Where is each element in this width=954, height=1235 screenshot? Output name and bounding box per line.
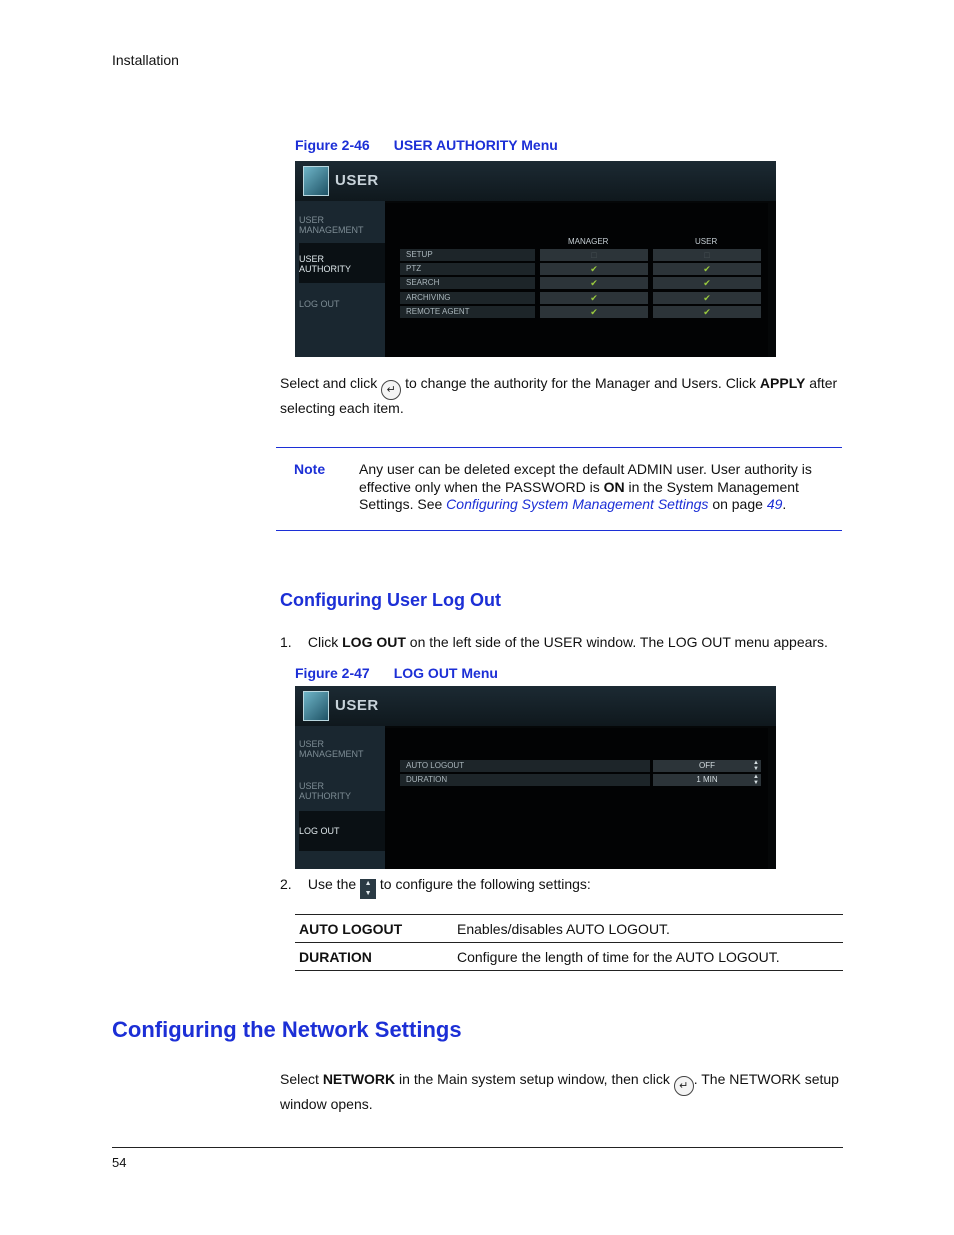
text: Select and click bbox=[280, 375, 378, 391]
network-label: NETWORK bbox=[322, 1071, 396, 1087]
text: on the left side of the USER window. The LOG OUT menu appears. bbox=[409, 634, 828, 650]
sidebar-item-user-authority: USER AUTHORITY bbox=[299, 781, 352, 801]
cross-reference-link[interactable]: Configuring System Management Settings bbox=[446, 496, 709, 512]
column-header-manager: MANAGER bbox=[568, 237, 609, 246]
column-header-user: USER bbox=[695, 237, 718, 246]
user-logo-icon bbox=[303, 166, 329, 196]
checkbox-search-user: ✔ bbox=[653, 277, 761, 289]
text: . The NETWORK setup window opens. bbox=[280, 1071, 839, 1112]
text: Any user can be deleted except the default ADMIN user. User authority is effective only when the PASSWORD is bbox=[359, 461, 812, 495]
setting-description: Configure the length of time for the AUTO LOGOUT. bbox=[453, 943, 843, 971]
on-label: ON bbox=[603, 478, 625, 495]
text: Use the bbox=[307, 876, 357, 892]
value-text: 1 MIN bbox=[696, 775, 718, 784]
window-titlebar bbox=[295, 161, 776, 201]
log-out-label: LOG OUT bbox=[342, 634, 406, 650]
text: on page bbox=[712, 496, 763, 512]
log-out-screenshot bbox=[295, 686, 776, 869]
section-heading-network: Configuring the Network Settings bbox=[112, 1017, 462, 1042]
checkbox-archiving-manager: ✔ bbox=[540, 292, 648, 304]
auto-logout-value bbox=[653, 760, 761, 772]
running-header: Installation bbox=[112, 52, 179, 68]
user-authority-screenshot bbox=[295, 161, 776, 357]
table-row bbox=[295, 943, 843, 971]
footer-divider bbox=[112, 1147, 843, 1148]
setting-description: Enables/disables AUTO LOGOUT. bbox=[453, 915, 843, 943]
up-down-arrow-icon: ▲ ▼ bbox=[360, 879, 376, 899]
checkbox-setup-user: □ bbox=[653, 249, 761, 261]
sidebar-item-log-out: LOG OUT bbox=[299, 299, 340, 309]
figure-title: USER AUTHORITY Menu bbox=[393, 137, 558, 153]
text: after selecting each item. bbox=[280, 375, 838, 416]
row-label-remote-agent: REMOTE AGENT bbox=[400, 306, 535, 318]
text: to change the authority for the Manager and Users. Click bbox=[405, 375, 757, 391]
duration-value bbox=[653, 774, 761, 786]
setting-name: DURATION bbox=[295, 943, 453, 971]
row-label-search: SEARCH bbox=[400, 277, 535, 289]
figure-47-caption bbox=[295, 665, 498, 681]
table-row bbox=[295, 915, 843, 943]
row-label-setup: SETUP bbox=[400, 249, 535, 261]
up-down-arrow-icon: ▲ ▼ bbox=[753, 760, 759, 772]
text: to configure the following settings: bbox=[379, 876, 591, 892]
figure-title: LOG OUT Menu bbox=[393, 665, 498, 681]
figure-number: Figure 2-46 bbox=[295, 137, 370, 153]
sidebar-item-log-out: LOG OUT bbox=[299, 826, 340, 836]
text: Select bbox=[280, 1071, 319, 1087]
authority-instructions bbox=[280, 375, 845, 418]
row-label-archiving: ARCHIVING bbox=[400, 292, 535, 304]
checkbox-archiving-user: ✔ bbox=[653, 292, 761, 304]
text: Click bbox=[307, 634, 339, 650]
checkbox-ptz-manager: ✔ bbox=[540, 263, 648, 275]
checkbox-setup-manager: □ bbox=[540, 249, 648, 261]
sidebar-item-user-authority: USER AUTHORITY bbox=[299, 254, 352, 274]
checkbox-remote-agent-manager: ✔ bbox=[540, 306, 648, 318]
setting-name: AUTO LOGOUT bbox=[295, 915, 453, 943]
sidebar bbox=[295, 201, 385, 357]
log-out-panel bbox=[385, 728, 768, 869]
value-text: OFF bbox=[699, 761, 715, 770]
checkbox-remote-agent-user: ✔ bbox=[653, 306, 761, 318]
checkbox-ptz-user: ✔ bbox=[653, 263, 761, 275]
step-1 bbox=[280, 634, 845, 652]
step-number: 2. bbox=[280, 876, 292, 892]
page-number: 54 bbox=[112, 1155, 127, 1170]
figure-number: Figure 2-47 bbox=[295, 665, 370, 681]
window-titlebar bbox=[295, 686, 776, 726]
enter-icon: ↵ bbox=[381, 380, 401, 400]
window-title: USER bbox=[335, 172, 379, 189]
row-label-auto-logout: AUTO LOGOUT bbox=[400, 760, 650, 772]
text: in the Main system setup window, then click bbox=[399, 1071, 670, 1087]
user-logo-icon bbox=[303, 691, 329, 721]
sidebar-item-user-management: USER MANAGEMENT bbox=[299, 215, 364, 235]
network-instructions bbox=[280, 1071, 845, 1114]
window-title: USER bbox=[335, 697, 379, 714]
page-reference-link[interactable]: 49 bbox=[766, 496, 783, 512]
sidebar bbox=[295, 726, 385, 869]
section-heading-log-out: Configuring User Log Out bbox=[280, 590, 501, 610]
text: in the System Management Settings. See bbox=[359, 478, 799, 512]
up-down-arrow-icon: ▲ ▼ bbox=[753, 774, 759, 786]
sidebar-item-user-management: USER MANAGEMENT bbox=[299, 739, 364, 759]
note-text bbox=[359, 461, 829, 514]
step-2 bbox=[280, 876, 845, 899]
checkbox-search-manager: ✔ bbox=[540, 277, 648, 289]
enter-icon: ↵ bbox=[674, 1076, 694, 1096]
settings-table bbox=[295, 914, 843, 971]
apply-label: APPLY bbox=[759, 375, 806, 391]
text: . bbox=[782, 496, 787, 512]
row-label-ptz: PTZ bbox=[400, 263, 535, 275]
note-label: Note bbox=[294, 461, 326, 477]
step-number: 1. bbox=[280, 634, 292, 650]
figure-46-caption bbox=[295, 137, 558, 153]
row-label-duration: DURATION bbox=[400, 774, 650, 786]
